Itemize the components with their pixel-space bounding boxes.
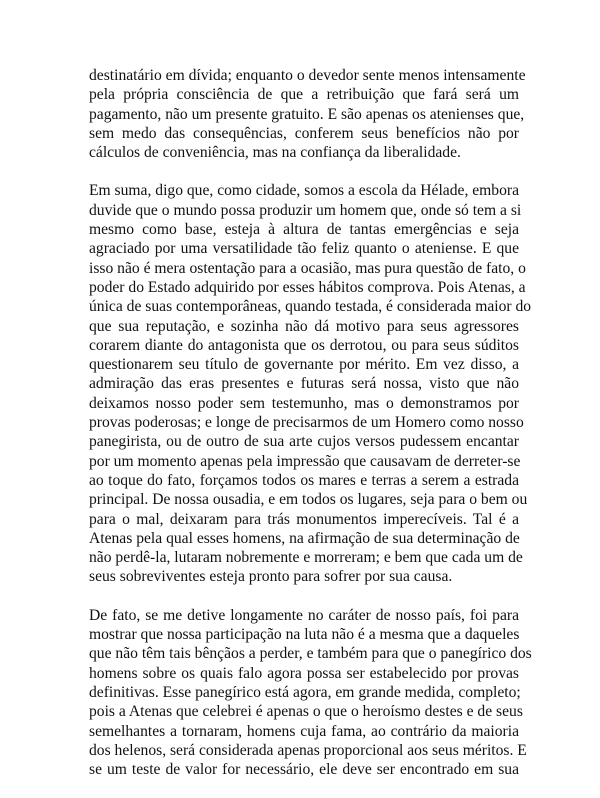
text-line: semelhantes a tornaram, homens cuja fama, ao contrário da maioria	[89, 722, 519, 740]
text-line: não perdê-la, lutaram nobremente e morreram; e bem que cada um de	[89, 549, 523, 567]
text-line: pagamento, não um presente gratuito. E são apenas os atenienses que,	[89, 105, 525, 123]
text-line: cálculos de conveniência, mas na confiança da liberalidade.	[89, 144, 461, 162]
text-line: admiração das eras presentes e futuras será nossa, visto que não	[89, 375, 519, 393]
text-line: homens sobre os quais falo agora possa ser estabelecido por provas	[89, 664, 519, 682]
text-line: principal. De nossa ousadia, e em todos os lugares, seja para o bem ou	[89, 491, 528, 509]
paragraph-2	[89, 181, 532, 586]
text-line: agraciado por uma versatilidade tão feliz quanto o ateniense. E que	[89, 240, 519, 258]
text-line: mesmo como base, esteja à altura de tantas emergências e seja	[89, 221, 519, 239]
text-line: mostrar que nossa participação na luta não é a mesma que a daqueles	[89, 626, 520, 644]
text-line: destinatário em dívida; enquanto o devedor sente menos intensamente	[89, 67, 526, 84]
paragraph-3	[89, 606, 532, 780]
text-line: pois a Atenas que celebrei é apenas o que o heroísmo destes e de seus	[89, 703, 523, 721]
text-line: corarem diante do antagonista que os derrotou, ou para seus súditos	[89, 336, 519, 354]
text-line: Em suma, digo que, como cidade, somos a escola da Hélade, embora	[89, 182, 519, 200]
text-line: duvide que o mundo possa produzir um homem que, onde só tem a si	[89, 201, 522, 219]
text-line: dos helenos, será considerada apenas proporcional aos seus méritos. E	[89, 741, 527, 759]
text-line: ao toque do fato, forçamos todos os mares e terras a serem a estrada	[89, 471, 519, 489]
text-line: poder do Estado adquirido por esses hábitos comprova. Pois Atenas, a	[89, 278, 526, 296]
text-line: Atenas pela qual esses homens, na afirmação de sua determinação de	[89, 529, 520, 547]
text-line: seus sobreviventes esteja pronto para sofrer por sua causa.	[89, 568, 453, 586]
text-line: questionarem seu título de governante por mérito. Em vez disso, a	[89, 356, 519, 374]
text-line: se um teste de valor for necessário, ele deve ser encontrado em sua	[89, 761, 519, 779]
text-line: provas poderosas; e longe de precisarmos de um Homero como nosso	[89, 414, 524, 432]
text-line: sem medo das consequências, conferem seus benefícios não por	[89, 124, 519, 142]
text-line: que sua reputação, e sozinha não dá motivo para seus agressores	[89, 317, 519, 335]
text-line: que não têm tais bênçãos a perder, e também para que o panegírico dos	[89, 645, 532, 663]
text-line: para o mal, deixaram para trás monumentos imperecíveis. Tal é a	[89, 510, 519, 528]
paragraph-1	[89, 66, 526, 162]
text-line: deixamos nosso poder sem testemunho, mas o demonstramos por	[89, 394, 519, 412]
text-line: definitivas. Esse panegírico está agora, em grande medida, completo;	[89, 683, 521, 701]
text-line: panegirista, ou de outro de sua arte cujos versos pudessem encantar	[89, 433, 519, 451]
text-line: De fato, se me detive longamente no caráter de nosso país, foi para	[89, 606, 519, 624]
text-line: pela própria consciência de que a retribuição que fará será um	[89, 86, 519, 104]
document-body	[89, 66, 532, 798]
text-line: única de suas contemporâneas, quando testada, é considerada maior do	[89, 298, 532, 316]
text-line: isso não é mera ostentação para a ocasião, mas pura questão de fato, o	[89, 259, 526, 277]
text-line: por um momento apenas pela impressão que causavam de derreter-se	[89, 452, 521, 470]
